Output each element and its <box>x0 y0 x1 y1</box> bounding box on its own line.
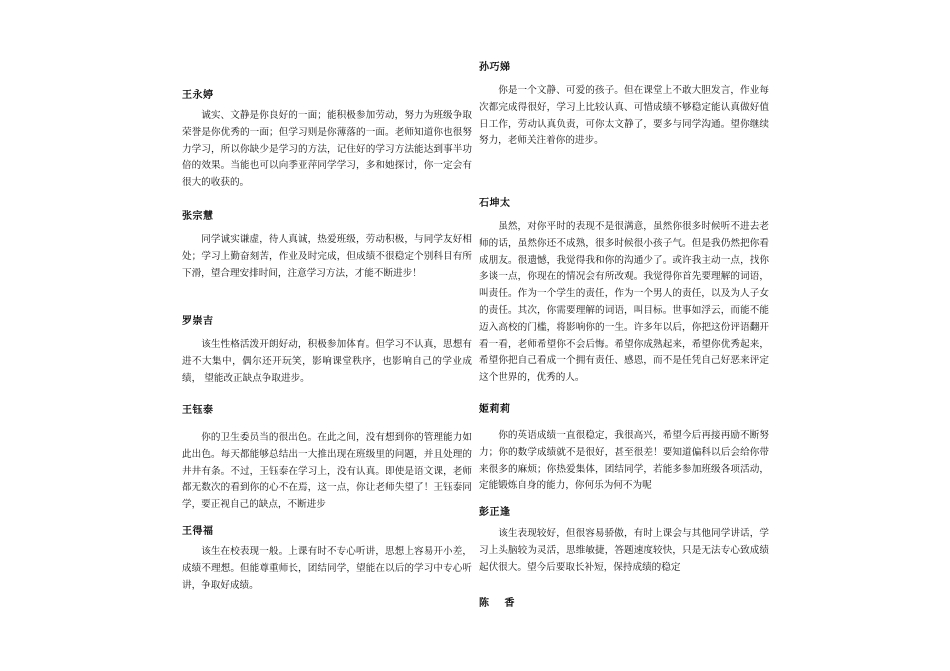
student-comment: 该生性格活泼开朗好动，积极参加体育。但学习不认真，思想有进不大集中，偶尔还开玩笑，影响课堂秩序，也影响自己的学业成绩， 望能改正缺点争取进步。 <box>182 339 472 384</box>
student-name: 王永婷 <box>182 90 214 101</box>
student-name: 彭正逢 <box>479 507 511 518</box>
student-name: 陈 香 <box>479 598 521 609</box>
student-name: 孙巧娣 <box>479 62 511 73</box>
student-comment: 同学诚实谦虚，待人真诚，热爱班级，劳动积极，与同学友好相处；学习上勤奋刻苦，作业及时完成，但成绩不很稳定个别科目有所下滑，望合理安排时间，注意学习方法，才能不断进步！ <box>182 234 472 279</box>
student-name: 王钰泰 <box>182 405 214 416</box>
student-name: 罗崇吉 <box>182 316 214 327</box>
student-comment: 你的卫生委员当的很出色。在此之间，没有想到你的管理能力如此出色。每天都能够总结出一大推出现在班级里的问题，并且处理的井井有条。不过，王钰泰在学习上，没有认真。即使是语文课，老师都无数次的看到你的心不在焉，这一点，你让老师失望了！王钰泰同学，要正视自己的缺点，不断进步 <box>182 432 472 511</box>
student-comment: 该生表现较好，但很容易骄傲，有时上课会与其他同学讲话，学习上头脑较为灵活，思维敏捷，答题速度较快，只是无法专心致成绩起伏很大。望今后要取长补短，保持成绩的稳定 <box>479 528 769 573</box>
student-name: 石坤太 <box>479 198 511 209</box>
student-comment: 你是一个文静、可爱的孩子。但在课堂上不敢大胆发言，作业每次都完成得很好，学习上比较认真、可惜成绩不够稳定能认真做好值日工作，劳动认真负责，可你太文静了，要多与同学沟通。望你继续努力，老师关注着你的进步。 <box>479 85 769 147</box>
student-comment: 诚实、文静是你良好的一面；能积极参加劳动，努力为班级争取荣誉是你优秀的一面；但学习则是你薄落的一面。老师知道你也很努力学习，所以你缺少是学习的方法，记住好的学习方法能达到事半功倍的效果。当能也可以向季亚萍同学学习，多和她探讨，你一定会有很大的收获的。 <box>182 110 472 189</box>
student-comment: 该生在校表现一般。上课有时不专心听讲，思想上容易开小差，成绩不理想。但能尊重师长，团结同学，望能在以后的学习中专心听讲，争取好成绩。 <box>182 546 472 591</box>
student-name: 王得福 <box>182 526 214 537</box>
student-name: 姬莉莉 <box>479 404 511 415</box>
student-comment: 虽然，对你平时的表现不是很满意，虽然你很多时候听不进去老师的话，虽然你还不成熟，很多时候很小孩子气。但是我仍然把你看成朋友。很遗憾，我觉得我和你的沟通少了。或许我主动一点，找你多谈一点，你现在的情况会有所改观。我觉得你首先要理解的词语，叫责任。作为一个学生的责任，作为一个男人的责任，以及为人子女的责任。其次，你需要理解的词语，叫目标。世事如浮云，而能不能迈入高校的门槛，将影响你的一生。许多年以后，你把这份评语翻开看一看，老师希望你不会后悔。希望你成熟起来，希望你优秀起来，希望你把自己看成一个拥有责任、感恩，而不是任凭自己好恶来评定这个世界的，优秀的人。 <box>479 221 769 384</box>
student-comment: 你的英语成绩一直很稳定，我很高兴，希望今后再接再励不断努力；你的数学成绩就不是很好，甚至很差！要知道偏科以后会给你带来很多的麻烦；你热爱集体，团结同学，若能多参加班级各项活动，定能锻炼自身的能力，你何乐为何不为呢 <box>479 430 769 492</box>
student-name: 张宗慧 <box>182 211 214 222</box>
